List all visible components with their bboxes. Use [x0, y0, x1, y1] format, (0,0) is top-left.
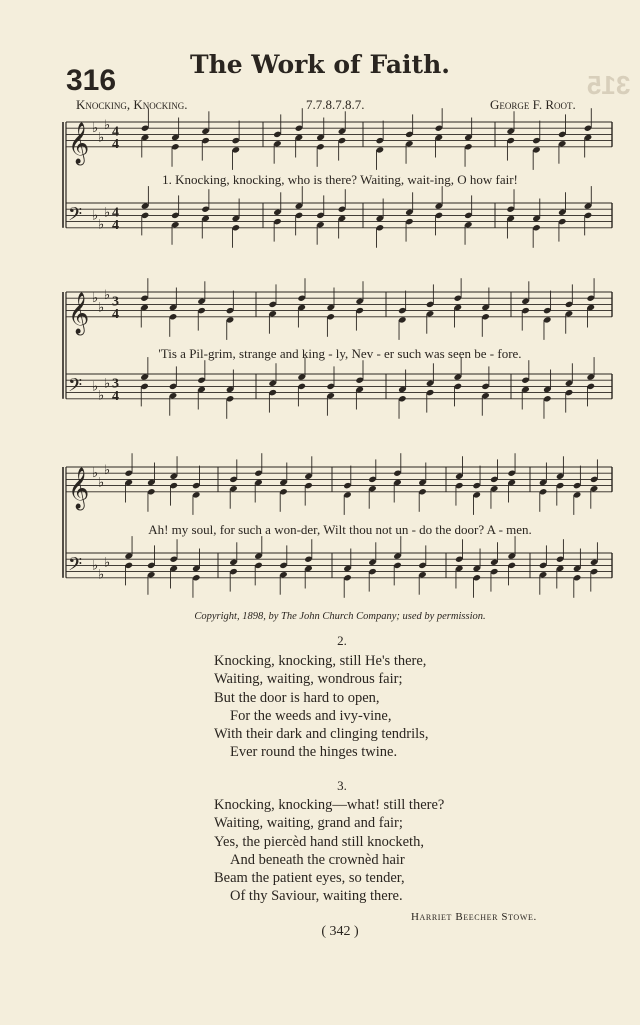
verse-line: Ever round the hinges twine. — [230, 744, 398, 761]
hymn-number: 316 — [66, 64, 117, 97]
page-number: ( 342 ) — [321, 924, 359, 939]
flat-sign: ♭ — [98, 130, 105, 146]
flat-sign: ♭ — [92, 121, 99, 137]
composer: George F. Root. — [490, 97, 576, 112]
flat-sign: ♭ — [104, 205, 111, 221]
lyric-line-1: 1. Knocking, knocking, who is there? Waiting, wait-ing, O how fair! — [162, 172, 518, 187]
flat-sign: ♭ — [104, 376, 111, 392]
verse-2-number: 2. — [337, 633, 347, 648]
time-signature: 4 — [112, 124, 119, 140]
verse-2 — [214, 652, 428, 762]
flat-sign: ♭ — [98, 475, 105, 491]
verse-line: Yes, the piercèd hand still knocketh, — [214, 833, 424, 850]
bleed-through-page-number: 315 — [586, 70, 630, 100]
lyric-line-3: Ah! my soul, for such a won-der, Wilt thou not un - do the door? A - men. — [148, 522, 532, 537]
flat-sign: ♭ — [98, 217, 105, 233]
flat-sign: ♭ — [98, 300, 105, 316]
verse-line: Knocking, knocking, still He's there, — [214, 653, 427, 669]
flat-sign: ♭ — [104, 118, 111, 134]
hymn-title: The Work of Faith. — [190, 50, 450, 79]
bass-clef: 𝄢 — [68, 375, 83, 401]
verse-line: Waiting, waiting, grand and fair; — [214, 815, 403, 832]
time-signature: 4 — [112, 205, 119, 221]
flat-sign: ♭ — [104, 463, 111, 479]
verse-3-number: 3. — [337, 778, 347, 793]
flat-sign: ♭ — [92, 291, 99, 307]
time-signature: 4 — [112, 306, 119, 322]
verse-line: And beneath the crownèd hair — [230, 851, 405, 868]
flat-sign: ♭ — [98, 388, 105, 404]
flat-sign: ♭ — [104, 555, 111, 571]
copyright-notice: Copyright, 1898, by The John Church Company; used by permission. — [194, 611, 486, 622]
time-signature: 4 — [112, 136, 119, 152]
author: Harriet Beecher Stowe. — [411, 911, 537, 923]
time-signature: 3 — [112, 376, 119, 392]
treble-clef: 𝄞 — [68, 467, 90, 509]
bass-clef: 𝄢 — [68, 554, 83, 580]
verse-line: Waiting, waiting, wondrous fair; — [214, 671, 403, 688]
verse-line: For the weeds and ivy-vine, — [230, 707, 392, 724]
bass-clef: 𝄢 — [68, 204, 83, 230]
treble-clef: 𝄞 — [68, 122, 90, 164]
flat-sign: ♭ — [92, 208, 99, 224]
verse-line: Beam the patient eyes, so tender, — [214, 870, 405, 887]
time-signature: 3 — [112, 294, 119, 310]
flat-sign: ♭ — [92, 558, 99, 574]
verse-line: With their dark and clinging tendrils, — [214, 726, 429, 743]
tune-name: Knocking, Knocking. — [76, 97, 188, 112]
verse-line: But the door is hard to open, — [214, 689, 380, 706]
verse-line: Knocking, knocking—what! still there? — [214, 797, 445, 813]
verse-3 — [214, 796, 444, 906]
flat-sign: ♭ — [92, 466, 99, 482]
lyric-line-2: 'Tis a Pil-grim, strange and king - ly, Nev - er such was seen be - fore. — [158, 346, 522, 361]
treble-clef: 𝄞 — [68, 292, 90, 334]
verse-line: Of thy Saviour, waiting there. — [230, 888, 403, 905]
flat-sign: ♭ — [98, 567, 105, 583]
meter: 7.7.8.7.8.7. — [306, 97, 365, 112]
time-signature: 4 — [112, 388, 119, 404]
time-signature: 4 — [112, 217, 119, 233]
flat-sign: ♭ — [104, 288, 111, 304]
flat-sign: ♭ — [92, 379, 99, 395]
